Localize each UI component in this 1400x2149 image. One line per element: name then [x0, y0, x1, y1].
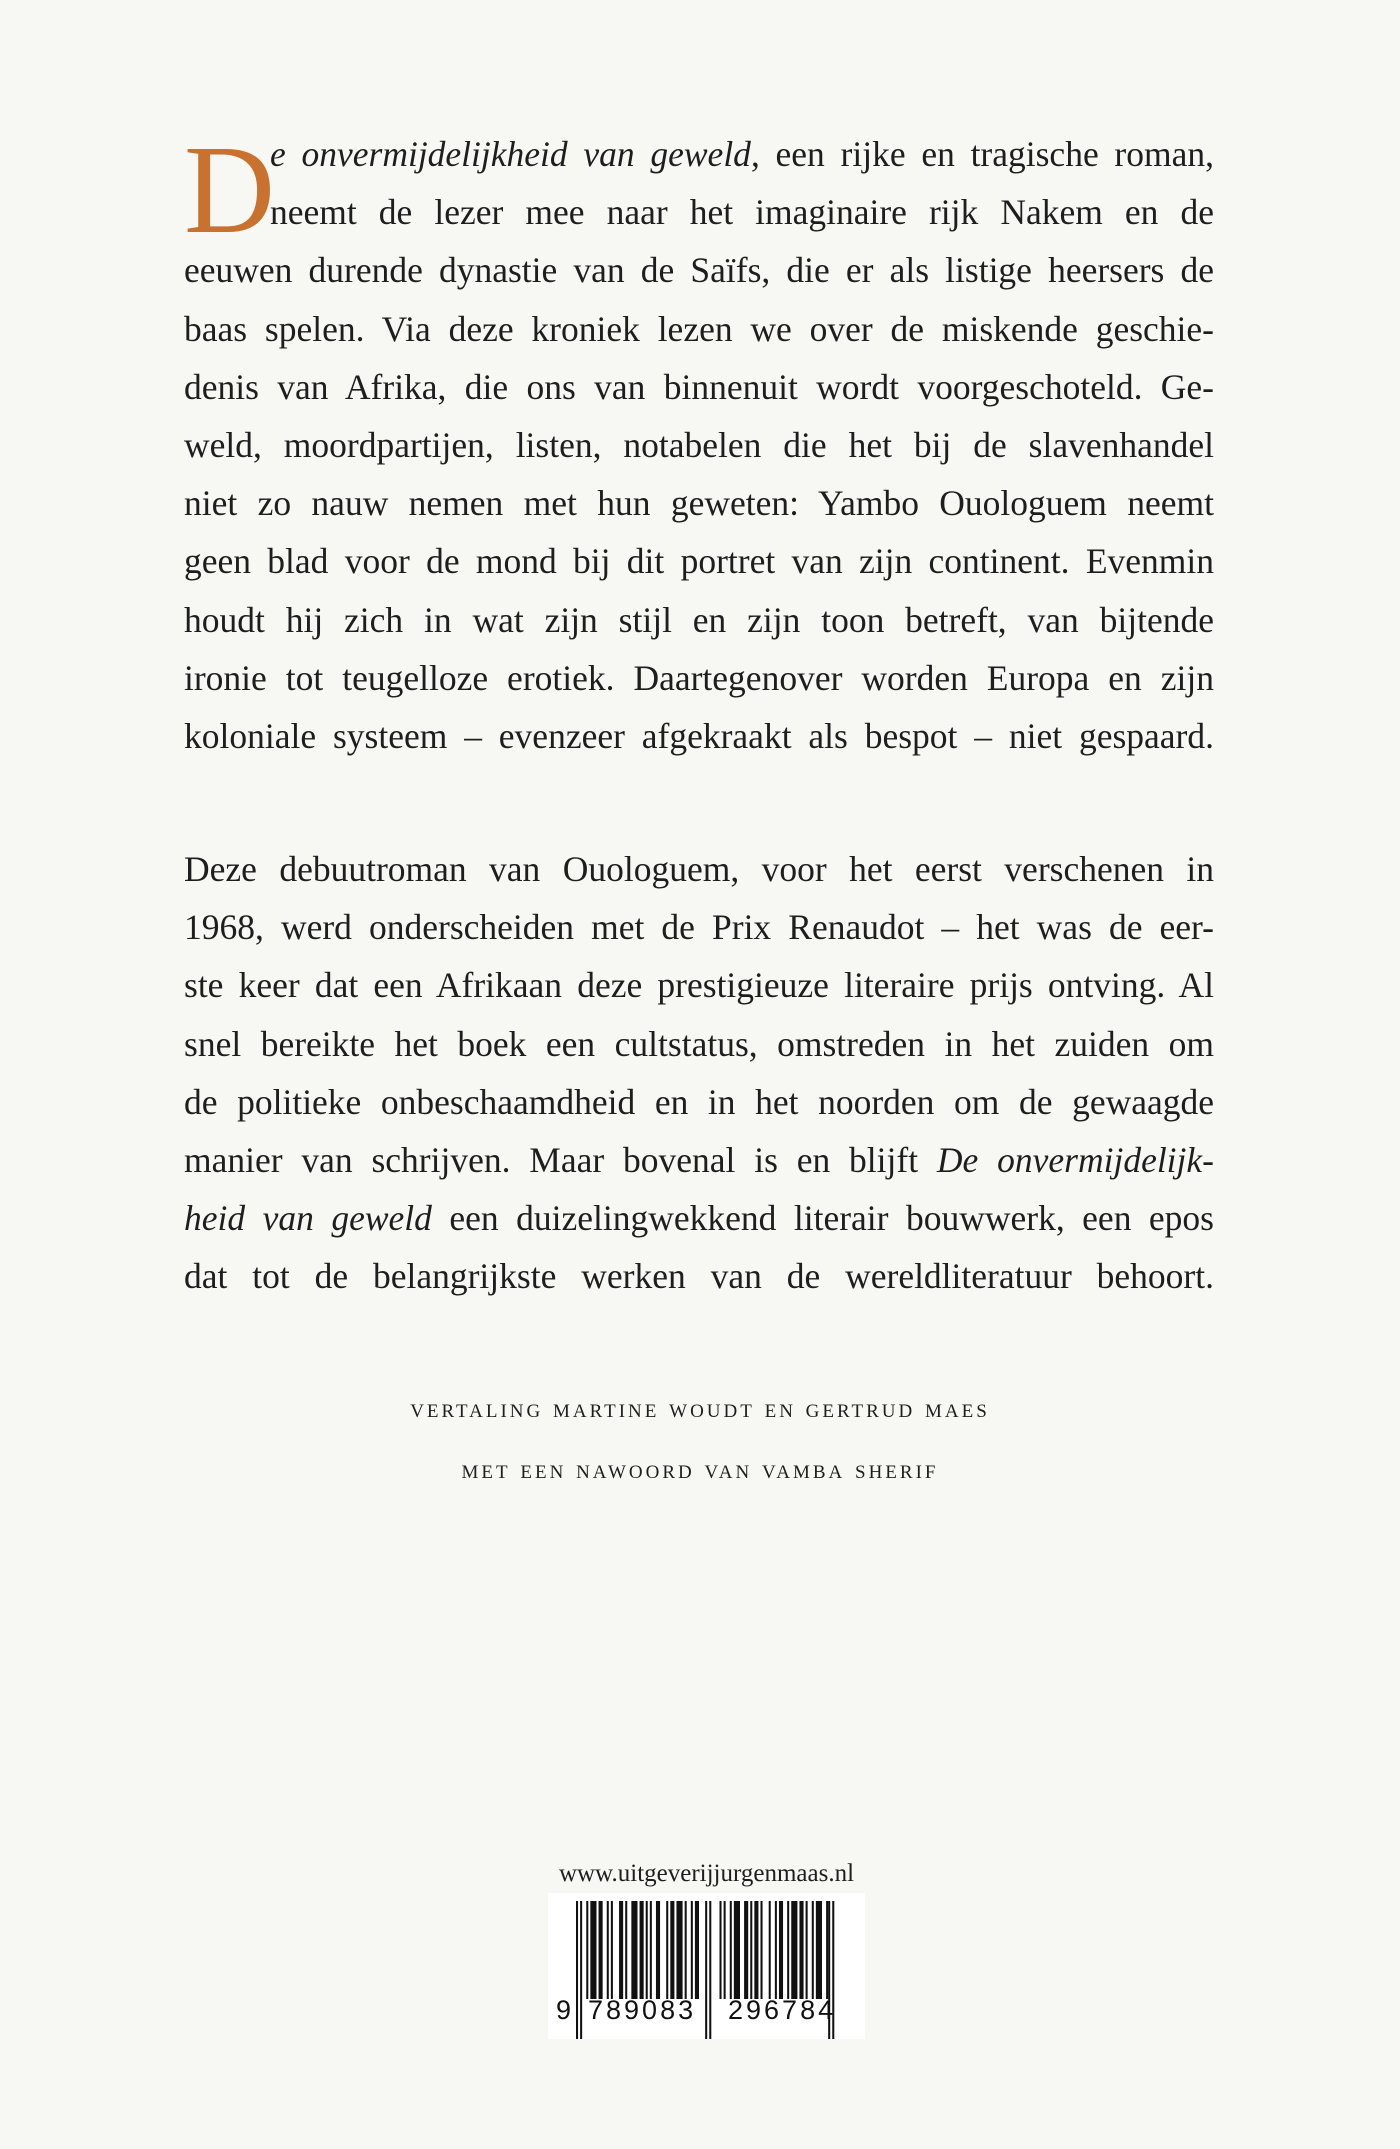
barcode-bar — [779, 1901, 783, 1999]
blurb-line — [184, 125, 1214, 183]
book-title-italic: e onvermijdelijkheid van geweld — [270, 134, 751, 174]
publisher-website: www.uitgeverijjurgenmaas.nl — [558, 1860, 855, 1887]
blurb-paragraph-2 — [184, 840, 1214, 1306]
barcode-bar — [775, 1901, 777, 1999]
barcode-bar — [744, 1901, 748, 1999]
blurb-line: snel bereikte het boek een cultstatus, omstreden in het zuiden om — [184, 1023, 1214, 1064]
blurb-line: eeuwen durende dynastie van de Saïfs, die er als listige heersers de — [184, 250, 1214, 291]
isbn-right-group: 296784 — [728, 1995, 837, 2025]
blurb-text: een duizelingwekkend literair bouwwerk, een epos — [431, 1198, 1214, 1239]
blurb-line: ste keer dat een Afrikaan deze prestigieuze literaire prijs ontving. Al — [184, 965, 1214, 1006]
barcode-bar — [761, 1901, 763, 1999]
drop-cap: D — [184, 121, 275, 260]
blurb-line: 1968, werd onderscheiden met de Prix Renaudot – het was de eer- — [184, 907, 1214, 948]
barcode-bar — [646, 1901, 648, 1999]
barcode-bar — [599, 1901, 603, 1999]
barcode-bar — [611, 1901, 613, 1999]
isbn-left-group: 789083 — [588, 1995, 697, 2025]
barcode-bar — [670, 1901, 674, 1999]
barcode-bar — [607, 1901, 609, 1999]
isbn-first-digit: 9 — [556, 1995, 572, 2025]
barcode-bar — [590, 1901, 596, 1999]
blurb-line: weld, moordpartijen, listen, notabelen die het bij de slavenhandel — [184, 425, 1214, 466]
blurb-line: dat tot de belangrijkste werken van de wereldliteratuur behoort. — [184, 1256, 1214, 1297]
blurb-line — [184, 1189, 1214, 1247]
barcode-bar — [625, 1901, 627, 1999]
blurb-line: Deze debuutroman van Ouologuem, voor het eerst verschenen in — [184, 849, 1214, 889]
barcode-bar — [640, 1901, 644, 1999]
barcode-bar — [691, 1901, 693, 1999]
barcode-bar — [787, 1901, 789, 1999]
barcode-bar — [720, 1901, 722, 1999]
blurb-line: ironie tot teugelloze erotiek. Daartegenover worden Europa en zijn — [184, 657, 1214, 698]
barcode-bar — [685, 1901, 687, 1999]
barcode-bar — [695, 1901, 699, 1999]
barcode-bar — [656, 1901, 660, 1999]
barcode-bar — [750, 1901, 752, 1999]
blurb-line: niet zo nauw nemen met hun geweten: Yambo Ouologuem neemt — [184, 483, 1214, 524]
barcode-bar — [769, 1901, 771, 1999]
blurb-text: manier van schrijven. Maar bovenal is en blijft — [184, 1140, 937, 1181]
blurb-text: , een rijke en tragische roman, — [750, 134, 1214, 174]
blurb-line: geen blad voor de mond bij dit portret van zijn continent. Evenmin — [184, 541, 1214, 582]
barcode-bar — [734, 1901, 740, 1999]
barcode-bar — [650, 1901, 652, 1999]
blurb-line: de politieke onbeschaamdheid en in het noorden om de gewaagde — [184, 1081, 1214, 1122]
barcode-bar — [631, 1901, 637, 1999]
barcode-bar — [586, 1901, 588, 1999]
barcode-bar — [666, 1901, 668, 1999]
blurb-line — [184, 1131, 1214, 1189]
barcode-bar — [806, 1901, 808, 1999]
translation-credit: vertaling martine woudt en gertrud maes — [410, 1393, 990, 1423]
barcode-bar — [816, 1901, 822, 1999]
barcode-bar — [724, 1901, 726, 1999]
book-title-italic: De onvermijdelijk- — [936, 1140, 1214, 1181]
blurb-line: denis van Afrika, die ons van binnenuit wordt voorgeschoteld. Ge- — [184, 366, 1214, 407]
blurb-line: koloniale systeem – evenzeer afgekraakt als bespot – niet gespaard. — [184, 716, 1214, 757]
barcode-bar — [730, 1901, 732, 1999]
afterword-credit: met een nawoord van vamba sherif — [461, 1454, 939, 1484]
barcode-bar — [791, 1901, 797, 1999]
barcode-bar — [754, 1901, 758, 1999]
isbn-digits — [548, 1995, 865, 2035]
book-title-italic: heid van geweld — [184, 1198, 432, 1239]
blurb-line: baas spelen. Via deze kroniek lezen we over de miskende geschie- — [184, 308, 1214, 349]
barcode-bar — [619, 1901, 623, 1999]
barcode-bar — [812, 1901, 814, 1999]
barcode-bar — [676, 1901, 682, 1999]
blurb-paragraph-1 — [184, 121, 1214, 765]
blurb-line: neemt de lezer mee naar het imaginaire rijk Nakem en de — [270, 192, 1214, 233]
barcode-bar — [826, 1901, 828, 1999]
blurb-line: houdt hij zich in wat zijn stijl en zijn toon betreft, van bijtende — [184, 599, 1214, 640]
barcode-bar — [799, 1901, 803, 1999]
